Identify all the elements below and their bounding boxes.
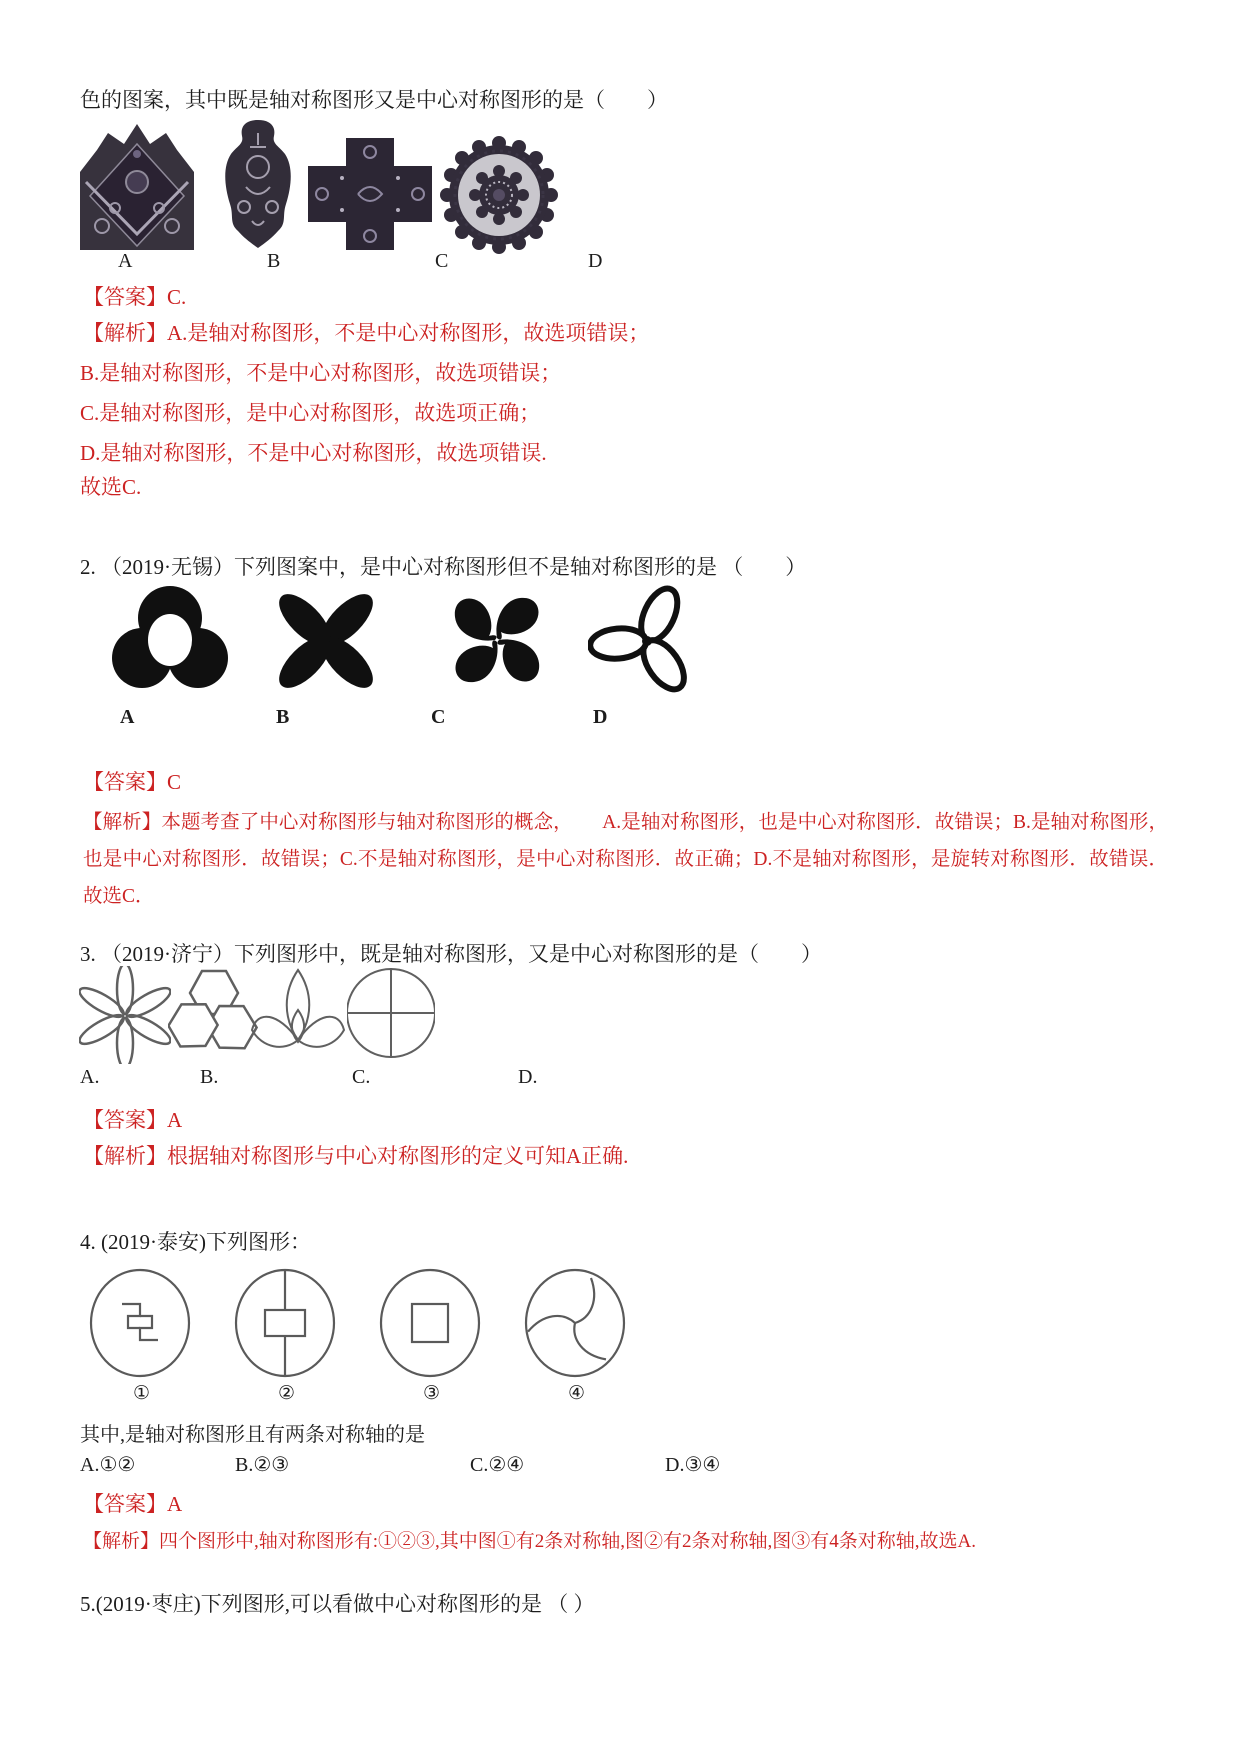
q4-figure-3-square-coin-image bbox=[376, 1266, 484, 1380]
q1-analysis-line-4: D.是轴对称图形，不是中心对称图形，故选项错误. bbox=[80, 441, 547, 465]
q4-option-c: C.②④ bbox=[470, 1454, 525, 1476]
q4-option-a: A.①② bbox=[80, 1454, 136, 1476]
q4-figure-4-triple-swirl-image bbox=[521, 1266, 629, 1380]
q2-option-label-a: A bbox=[120, 706, 135, 728]
q1-analysis-line-1: 【解析】A.是轴对称图形，不是中心对称图形，故选项错误； bbox=[83, 321, 650, 345]
q3-figure-c-lotus-image bbox=[250, 966, 347, 1064]
q4-analysis: 【解析】四个图形中,轴对称图形有:①②③,其中图①有2条对称轴,图②有2条对称轴,图③有4条对称轴,故选A. bbox=[83, 1531, 977, 1552]
q3-option-label-d: D. bbox=[518, 1066, 538, 1088]
q4-figure-label-1: ① bbox=[133, 1382, 151, 1404]
q4-figure-label-3: ③ bbox=[423, 1382, 441, 1404]
q2-option-label-b: B bbox=[276, 706, 290, 728]
q1-analysis-line-3: C.是轴对称图形，是中心对称图形，故选项正确； bbox=[80, 401, 541, 425]
q1-figure-d-ethnic-doily-image bbox=[436, 136, 562, 254]
q2-figure-b-four-petal-image bbox=[263, 586, 389, 696]
q2-figure-a-trefoil-image bbox=[94, 584, 246, 698]
q3-option-label-c: C. bbox=[352, 1066, 371, 1088]
q1-option-label-c: C bbox=[435, 250, 449, 272]
q5-title: 5.(2019·枣庄)下列图形,可以看做中心对称图形的是 （ ） bbox=[80, 1592, 595, 1616]
q2-figure-c-pinwheel-image bbox=[434, 583, 560, 696]
q1-answer: 【答案】C. bbox=[83, 285, 187, 309]
q3-figure-d-pinwheel-outline-image bbox=[347, 960, 435, 1062]
q4-title: 4. (2019·泰安)下列图形： bbox=[80, 1230, 311, 1254]
q4-figure-1-coin-meander-image bbox=[86, 1266, 194, 1380]
q1-analysis-line-2: B.是轴对称图形，不是中心对称图形，故选项错误； bbox=[80, 361, 562, 385]
q4-option-b: B.②③ bbox=[235, 1454, 290, 1476]
q2-option-label-d: D bbox=[593, 706, 608, 728]
q1-figure-c-ethnic-cross-image bbox=[308, 138, 432, 250]
q4-stem: 其中,是轴对称图形且有两条对称轴的是 bbox=[80, 1424, 425, 1446]
q1-option-label-b: B bbox=[267, 250, 281, 272]
q4-figure-label-2: ② bbox=[278, 1382, 296, 1404]
q3-analysis: 【解析】根据轴对称图形与中心对称图形的定义可知A正确. bbox=[83, 1144, 629, 1168]
q3-title: 3. （2019·济宁）下列图形中，既是轴对称图形，又是中心对称图形的是（ ） bbox=[80, 942, 822, 966]
q4-option-d: D.③④ bbox=[665, 1454, 721, 1476]
q2-answer: 【答案】C bbox=[83, 770, 182, 794]
q1-option-label-d: D bbox=[588, 250, 603, 272]
q2-figure-d-three-loop-image bbox=[588, 584, 706, 696]
q3-option-label-b: B. bbox=[200, 1066, 219, 1088]
q2-analysis: 【解析】本题考查了中心对称图形与轴对称图形的概念， A.是轴对称图形，也是中心对称图形．故错误；B.是轴对称图形，也是中心对称图形．故错误；C.不是轴对称图形，是中心对称图形．故正确；D.不是轴对称图形，是旋转对称图形．故错误．故选C． bbox=[83, 812, 1168, 907]
q1-option-label-a: A bbox=[118, 250, 133, 272]
q4-figure-label-4: ④ bbox=[568, 1382, 586, 1404]
q1-figure-a-ethnic-diamond-image bbox=[78, 120, 196, 250]
q1-figure-b-ethnic-bell-image bbox=[212, 117, 304, 250]
q1-intro-line: 色的图案，其中既是轴对称图形又是中心对称图形的是（ ） bbox=[80, 88, 668, 112]
q4-figure-2-line-rectangle-image bbox=[231, 1266, 339, 1380]
q2-title: 2. （2019·无锡）下列图案中，是中心对称图形但不是轴对称图形的是 （ ） bbox=[80, 555, 807, 579]
q4-answer: 【答案】A bbox=[83, 1492, 183, 1516]
q3-option-label-a: A. bbox=[80, 1066, 100, 1088]
q3-figure-a-six-petal-flower-image bbox=[79, 966, 171, 1064]
q3-figure-b-hexagon-triskelion-image bbox=[168, 964, 258, 1062]
q3-answer: 【答案】A bbox=[83, 1108, 183, 1132]
q2-option-label-c: C bbox=[431, 706, 446, 728]
q1-analysis-line-5: 故选C. bbox=[80, 475, 142, 499]
